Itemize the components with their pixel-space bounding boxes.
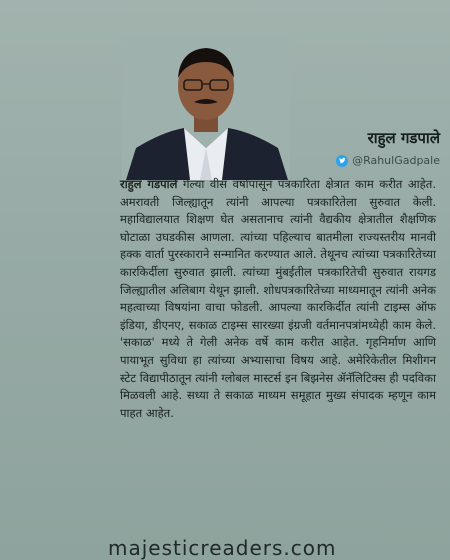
author-name: राहुल गडपाले <box>367 129 440 147</box>
twitter-icon <box>336 155 348 167</box>
site-watermark: majesticreaders.com <box>108 536 337 560</box>
author-photo <box>122 36 290 180</box>
author-name-block <box>300 128 440 167</box>
twitter-handle: @RahulGadpale <box>352 154 440 167</box>
bio-lead-name: राहुल गडपाले <box>120 177 178 191</box>
twitter-handle-row <box>300 154 440 167</box>
bio-text: गेल्या वीस वर्षांपासून पत्रकारिता क्षेत्रात काम करीत आहेत. अमरावती जिल्ह्यातून त्यांनी आपल्या पत्रकारितेला सुरुवात केली. महाविद्यालयात शिक्षण घेत असतानाच त्यांनी वैद्यकीय क्षेत्रातील शैक्षणिक घोटाळा उघडकीस आणला. त्यांच्या पहिल्याच बातमीला राज्यस्तरीय मानवी हक्क वार्ता पुरस्काराने सन्मानित करण्यात आले. तेथूनच त्यांच्या पत्रकारितेच्या कारकिर्दीला सुरुवात झाली. त्यांच्या मुंबईतील पत्रकारितेची सुरुवात रायगड जिल्ह्यातील अलिबाग येथून झाली. शोधपत्रकारितेच्या माध्यमातून त्यांनी अनेक महत्वाच्या विषयांना वाचा फोडली. आपल्या कारकिर्दीत त्यांनी टाइम्स ऑफ इंडिया, डीएनए, सकाळ टाइम्स सारख्या इंग्रजी वर्तमानपत्रांमध्येही काम केले. 'सकाळ' मध्ये ते गेली अनेक वर्षे काम करीत आहेत. गृहनिर्माण आणि पायाभूत सुविधा हा त्यांच्या अभ्यासाचा विषय आहे. अमेरिकेतील मिशीगन स्टेट विद्यापीठातून त्यांनी ग्लोबल मास्टर्स इन बिझनेस ॲनॅलिटिक्स ही पदविका मिळवली आहे. सध्या ते सकाळ माध्यम समूहात मुख्य संपादक म्हणून काम पाहत आहेत. <box>120 177 436 420</box>
author-bio <box>120 176 436 422</box>
